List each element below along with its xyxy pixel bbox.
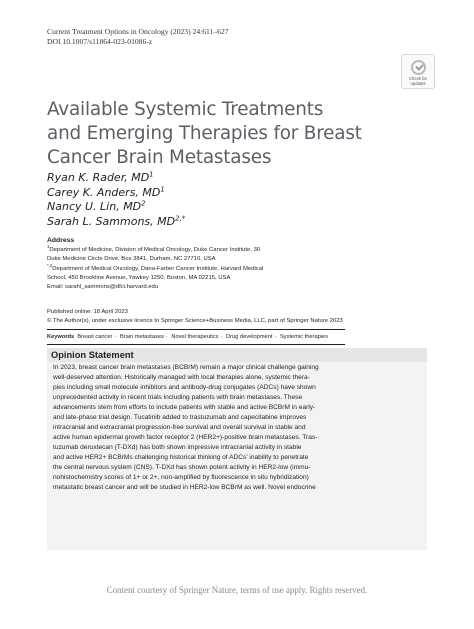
check-for-updates-badge[interactable] — [401, 54, 435, 89]
journal-citation: Current Treatment Options in Oncology (2023) 24:611–627 — [47, 27, 229, 36]
opinion-statement-body — [47, 362, 427, 550]
body-line: advancements stem from efforts to include patients with stable and active BCBrM in early- — [53, 404, 316, 411]
copyright-line: © The Author(s), under exclusive licence to Springer Science+Business Media, LLC, part of Springer Nature 2023 — [47, 318, 343, 325]
body-line: and active HER2+ BCBrMs challenging historical thinking of ADCs’ inability to penetrate — [53, 454, 309, 461]
opinion-statement-header — [47, 348, 427, 362]
check-for-updates-label: Check for updates — [409, 76, 427, 86]
body-line: unprecedented activity in recent trials including patients with brain metastases. These — [53, 394, 303, 401]
keyword: Novel therapeutics — [171, 334, 219, 340]
body-line: pies including small molecule inhibitors and antibody-drug conjugates (ADCs) have shown — [53, 384, 316, 391]
publication-info — [47, 308, 343, 327]
address-line: Duke Medicine Circle Drive, Box 3841, Durham, NC 27710, USA — [47, 256, 216, 263]
body-line: In 2023, breast cancer brain metastases (BCBrM) remain a major clinical challenge gaining — [53, 364, 319, 371]
author: Sarah L. Sammons, $MD^{2,*}$ — [47, 213, 186, 228]
body-line: metastatic breast cancer and will be studied in HER2-low BCBrM as well. Novel endocrine — [53, 484, 316, 491]
divider — [47, 329, 345, 330]
body-line: the central nervous system (CNS). T-DXd has shown potent activity in HER2-low (immu- — [53, 464, 311, 471]
address-heading: Address — [47, 237, 75, 244]
article-title — [47, 98, 427, 170]
author: Nancy U. Lin, $MD^2$ — [47, 199, 146, 213]
title-line: Available Systemic Treatments — [47, 99, 324, 120]
keyword: Systemic therapies — [280, 334, 329, 340]
email-line[interactable]: Email: sarahl_sammons@dfci.harvard.edu — [47, 284, 159, 291]
author-list — [47, 171, 185, 229]
published-date: Published online: 18 April 2023 — [47, 309, 128, 315]
journal-header — [47, 27, 229, 47]
body-line: intracranial and extracranial progression-free survival and overall survival in stable and — [53, 424, 306, 431]
author: Carey K. Anders, $MD^1$ — [47, 184, 165, 199]
opinion-statement-heading: Opinion Statement — [51, 350, 134, 360]
keywords-label: Keywords — [47, 334, 75, 340]
check-for-updates-icon — [411, 60, 426, 75]
author: Ryan K. Rader, $MD^1$ — [47, 170, 154, 184]
keywords-line: Keywords Breast cancer · Brain metastases · Novel therapeutics · Drug development · Systemic therapies — [47, 334, 329, 340]
address-block — [47, 246, 277, 292]
keyword: Breast cancer — [77, 334, 113, 340]
keyword: Brain metastases — [119, 334, 164, 340]
address-line: $^{*,2}$Department of Medical Oncology, Dana-Farber Cancer Institute, Harvard Medical — [47, 262, 264, 272]
address-line: School, 450 Brookline Avenue, Yawkey 1250, Boston, MA 02215, USA — [47, 274, 231, 281]
doi-line[interactable]: DOI 10.1007/s11864-023-01086-z — [47, 37, 153, 46]
address-line: $^1$Department of Medicine, Division of Medical Oncology, Duke Cancer Institute, 30 — [47, 244, 261, 253]
body-line: active human epidermal growth factor receptor 2 (HER2+)-positive brain metastases. Tras- — [53, 434, 318, 441]
title-line: and Emerging Therapies for Breast — [47, 123, 362, 144]
divider — [47, 344, 345, 345]
footer-notice: Content courtesy of Springer Nature, terms of use apply. Rights reserved. — [106, 585, 368, 595]
body-line: well-deserved attention. Historically managed with local therapies alone, systemic thera- — [53, 374, 310, 381]
body-line: and late-phase trial design. Tucatinib added to trastuzumab and capecitabine improves — [53, 414, 307, 421]
keyword: Drug development — [226, 334, 273, 340]
title-line: Cancer Brain Metastases — [47, 147, 272, 168]
body-line: nohistochemistry scores of 1+ or 2+, non-amplified by fluorescence in situ hybridization) — [53, 474, 309, 481]
body-line: tuzumab deruxtecan (T-DXd) has both shown impressive intracranial activity in stable — [53, 444, 302, 451]
